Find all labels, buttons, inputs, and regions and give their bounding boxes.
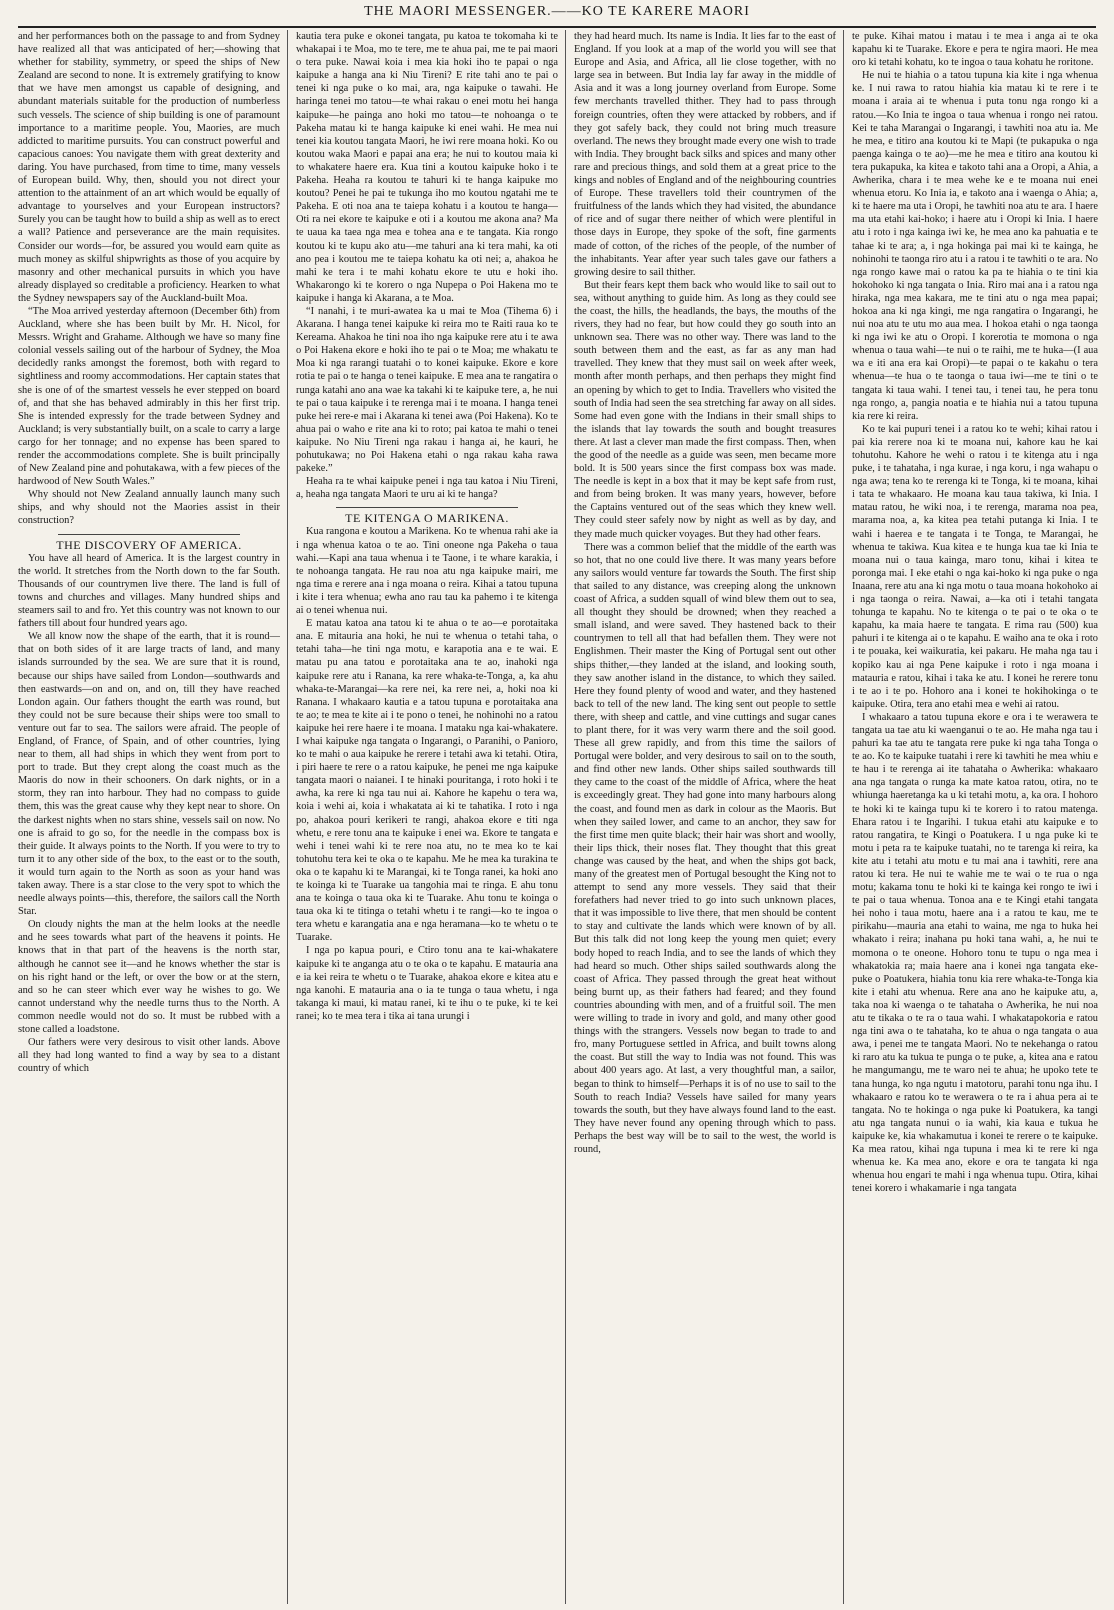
discovery-en-p7: There was a common belief that the middle of the earth was so hot, that no one could live there. It was many years before any sailors would venture far towards the South. The first ship that sailed to any distance, was creeping along the unknown coast of Africa, a sudden squall of wind blew them out to sea, all thought they should be drowned; when they reached a small island, and were saved. They hastened back to their countrymen to tell all that had befallen them. They were not Englishmen. Their master the King of Portugal sent out other ships thither,—they landed at the island, and looking south, they saw another island in the distance, to which they sailed. Here they found plenty of wood and water, and they hastened back to tell of the new land. The king sent out people to settle there, with sheep and cattle, and vine cuttings and sugar canes to plant there, for it was very warm there and the soil good. These all grew rapidly, and from this time the sailors of Portugal were bolder, and very desirous to sail on to the south, and find other new lands. Other ships sailed southwards till they came to the coast of the middle of Africa, where the heat is exceedingly great. They had gone into many harbours along the coast, and found men as dark in colour as the Maoris. But when they sailed lower, and came to an anchor, they saw for the first time men quite black; their hair was short and woolly, their lips thick, their noses flat. They thought that this great change was caused by the heat, and when the ships got back, many of the greatest men of Portugal besought the King not to attempt to send any more vessels. They said that their forefathers had never tried to go into such unknown places, that it was impossible to live there, that men should be content to stay and cultivate the lands which were known of by all. But this talk did not long keep the young men quiet; every body hoped to reach India, and to see the lands of which they had heard so much. Other ships sailed southwards along the coast of Africa. They passed through the great heat without being burnt up, as their fathers had feared; and they found countries abounding with men, and of a fruitful soil. The men were willing to trade in ivory and gold, and many other good things with the strangers. Vessels now began to trade to and fro, many Portuguese settled in Africa, and built towns along the coast. But still the way to India was not found. This was about 400 years ago. At last, a very thoughtful man, a sailor, began to think to himself—Perhaps it is of no use to sail to the South to reach India? Vessels have sailed for many years towards the south, but they have always found land to the east. They have never found any opening through which to pass. Perhaps the best way will be to sail to the west, the world is round, <box>574 541 836 1155</box>
article-moa-mi-p1: kautia tera puke e okonei tangata, pu katoa te tokomaha ki te whakapai i te Moa, mo te tere, me te ahua pai, me te pai maori o tera puke. Nawai koia i mea kia hoki iho te papai o nga kaipuke a hanga ana ki Niu Tireni? E rite tahi ano te pai o tenei ki nga puke o ko mai, ara, nga kaipuke o tawahi. He haringa tenei mo tatou—te whai rakau o enei motu hei hanga kaipuke—he painga ano hoki mo tatou—te nohoanga o te Pakeha matau ki te hanga kaipuke ki enei wahi. He mea nui tenei kia koutou tangata Maori, he iwi rere moana hoki. Ko ou koutou waka Maori e papai ana era; he nui to koutou maia ki to whakatere haere era. Kua tini a koutou kaipuke hoko i te Pakeha. Heaha ra koutou te tahuri ki te hanga kaipuke mo koutou? Penei he pai te tukunga iho mo koutou ngatahi me te Pakeha. E oti noa ana te taiepa kohatu i a koutou te hanga—Oti ra nei ekore te kaipuke e oti i a koutou me akona ana? Ma te uaua ka taea nga mea e tohea ana e te tangata. Kia rongo koutou ki te kupu ako atu—me tahuri ana ki tera mahi, ka oti ano pea i koutou me te taiepa kohatu ka oti nei; a, ahakoa he mahi ke tera i te mahi kohatu ekore te utu e hoki iho. Whakarongo ki te korero o nga Nupepa o Poi Hakena mo te kaipuke i hanga ki Akarana, a te Moa. <box>296 31 558 304</box>
discovery-en-p3: On cloudy nights the man at the helm looks at the needle and he sees towards what part of the heavens it points. He knows that in that part of the heavens is the north star, although he cannot see it—and he knows whether the star is on his right hand or the left, or over the bow or at the stern, and so he can steer which ever way he wishes to go. We cannot understand why the needle turns thus to the North. A common needle would not do so. It must be rubbed with a stone called a loadstone. <box>18 919 280 1036</box>
discovery-mi-p3: I nga po kapua pouri, e Ctiro tonu ana te kai-whakatere kaipuke ki te anganga atu o te oka o te kapahu. E matauria ana e ia kei reira te whetu o te Tuarake, ahakoa ekore e kitea atu e nga kanohi. E matauria ana o ia te tunga o taua whetu, i nga takanga ki maui, ki matau ranei, ki te ihu o te puke, ki te kei ranei; ko te mea tera i tika ai tana urungi i <box>296 945 558 1022</box>
article-moa-mi-p2: “I nanahi, i te muri-awatea ka u mai te Moa (Tihema 6) i Akarana. I hanga tenei kaipuke ki reira mo te Raiti raua ko te Kereama. Ahakoa he tini noa iho nga kaipuke rere atu i te awa o Poi Hakena ekore e hoki iho te pai o te Moa; me whakatu te Moa ki nga rarangi tuatahi o to konei kaipuke. Ekore e kore rotia te pai o te hanga o tenei kaipuke. E mea ana te rangatira o runga katahi ano ana wae ka takahi ki te kaipuke tere, a, he nui te pai o taua kaipuke i te rerenga mai i te moana. I hanga tenei puke hei rere-e mai i Akarana ki tenei awa (Poi Hakena). Ko te ahua pai o waho e rite ana ki to roto; pai katoa te mahi o tenei kaipuke. No Niu Tireni nga rakau i hanga ai, he kauri, he pohutukawa; no Poi Hakena etahi o nga rakau kaha rawa pakeke.” <box>296 305 558 475</box>
column-rule <box>565 30 566 1604</box>
discovery-mi-p7: I whakaaro a tatou tupuna ekore e ora i te werawera te tangata ua tae atu ki waenganui o te ao. He maha nga tau i pahuri ka tae atu te tangata rere puke ki nga taha Tonga o te ao. Ko te kaipuke tuatahi i rere ki tawhiti he mea whiu e te hau i te rerenga ai ite tahataha o Awherika: whakaaro ana nga tangata o runga ka mate katoa ratou, otira, no te whiunga haeretanga ka u ki tetahi motu, a, ka ora. I hohoro te hoki ki te kainga tupu ki te korero i to ratou matenga. Ehara ratou i te Ingarihi. I tukua etahi atu kaipuke e to ratou rangatira, te Kingi o Poatukera. I u nga puke ki te motu i peta ra te kaipuke tuatahi, no te tarenga ki reira, ka kite atu i tetahi atu motu e tu mai ana i tawhiti, rere ana ratou ki tera. He nui te wahie me te wai o te rua o nga motu; kakama tonu te hoki ki te kainga kei rongo te iwi i te pai o taua whenua. Tonoa ana e te Kingi etahi tangata hei noho i taua motu, haere ana i a ratou te kau, me te pirikahu—mauria ana etahi to waina, me nga to huka hei whakato i reira; inahana pu hoki tana wahi, a, he nui te momona o te oneone. Hohoro tonu te tupu o nga mea i whakatokia ra; maia haere ana i konei nga tangata eke-puke o Poatukera, hiahia tonu kia rere whaka-te-Tonga kia kite i etahi atu whenua. Rere ana ano he kaipuke atu, a, taka noa ki waenga o te tahataha o Awherika, he nui noa atu te tikaka o te ra o taua wahi. I whakatapokoria e ratou nga tini awa o te tahataha, ko te ahua o nga tangata o aua awa, i penei me te tangata Maori. No te nekehanga o ratou ki raro atu ka tukua te punga o te puke, a, kitea ana e ratou he mangumangu, me te waro nei te ahua; he upoko tete te tana hunga, ko nga ngutu i matotoru, parahi tonu nga ihu. I whakaaro e ratou ko te werawera o te ra i ahua pera ai te tangata. No te hokinga o nga puke ki Poatukera, ka tangi atu nga tangata nunui o ia wahi, kia kaua e tukua he kaipuke ke, kia whakamutua i konei te rerere o te kaipuke. Ka mea ratou, kihai nga tupuna i mea ki te rere ki nga whenua ke. Ka mea ano, ekore e ora te tangata ki nga whenua hou engari te mahi i nga whenua tupu. Otira, kihai tenei korero i whakamarie i nga tangata <box>852 711 1098 1195</box>
discovery-en-p6: But their fears kept them back who would like to sail out to sea, without anything to guide him. As long as they could see the coast, the hills, the headlands, the bays, the mouths of the rivers, they had no fear, but how could they go south into an unknown sea. There was no other way. There was land to the south between them and the east, as far as any man had travelled. They knew that they must sail on week after week, month after month perhaps, and then perhaps they might find an opening by which to get to India. Travellers who visited the south of India had seen the sea stretching far away on all sides. Some had even gone with the Indians in their small ships to the islands that lay towards the south and bought treasures there. At last a clever man made the first compass. Then, when the good of the needle as a guide was seen, men became more bold. It is 500 years since the first compass box was made. The needle is kept in a box that it may be kept safe from rust, and from being broken. It was many years, however, before the Captains ventured out of the seas which they knew well. They could steer safely now by night as well as by day, and they made much quicker voyages. But they had other fears. <box>574 279 836 540</box>
heading-te-kitenga-o-marikena: TE KITENGA O MARIKENA. <box>345 511 509 526</box>
discovery-mi-p5: He nui te hiahia o a tatou tupuna kia kite i nga whenua ke. I nui rawa to ratou hiahia kia matau ki te rere i te moana i araia ai te whenua i puta tonu nga rongo ki a ratou.—Ko Inia te ingoa o taua whenua i rongo nei ratou. Kei te taha Marangai o Ingarangi, i tawhiti noa atu ia. Me he mea, e titiro ana koutou ki te Mapi (te pukapuka o nga paenga kainga o te ao)—me he mea e titiro ana koutou ki tera pukapuka, ka kitea e takoto tahi ana a Oropi, a Ahia, a Awherika, chara i te mea wehe ke e te moana nui enei whenua etoru. Ko Inia ia, e takoto ana i waenga o Ahia; a, ki te haere ma uta i Oropi, he tawhiti noa atu te ara. I haere ma uta etahi kai-hoko; i haere atu i Oropi ki Inia. I haere atu i roto i nga kainga iwi ke, he mea ano ka pahuatia e te tahae ki te ara; a, i nga hokinga pai mai ki te kainga, he nohinohi te taonga riro atu i a ratou i te tawhiti o te ara. No nga rongo kawe mai o ratou ka pa te hiahia o te tini kia hokohoko ki nga tangata o Inia. Riro mai ana i a ratou nga hiraka, nga mea kakara, me te tini atu o nga mea papai; hokoa ana ki nga kingi, me nga rangatira o Ingarangi, he nui noa atu te utu mo aua mea. I hokoa etahi o nga taonga ki nga iwi ke atu o Oropi. I korerotia te momona o nga whenua o taua wahi—te nui o te raihi, me te huka—(I aua wa e iti ana era kai Oropi)—te papai o te kakahu o tera whenua—te hua o te taonga o taua iwi—me te tini o te tangata ki taua wahi. I tenei tau, i tenei tau, he pera tonu nga rongo, a, pangia noatia e te hiahia nui a tatou tupuna kia rere ki reira. <box>852 70 1098 422</box>
column-rule <box>287 30 288 1604</box>
column-2 <box>296 30 558 1604</box>
article-moa-en-p3: Why should not New Zealand annually launch many such ships, and why should not the Maories assist in their construction? <box>18 489 280 527</box>
heading-discovery-of-america: THE DISCOVERY OF AMERICA. <box>56 537 242 552</box>
discovery-mi-p2: E matau katoa ana tatou ki te ahua o te ao—e porotaitaka ana. E mitauria ana hoki, he nui te whenua o tetahi taha, o tetahi taha—he tini nga motu, e karapotia ana e te wai. E matau pu ana tatou e porotaitaka ana te ao, inahoki nga kaipuke rere atu i Ranana, ka rere whaka-te-Tonga, a, ka ahu whaka-te-Marangai—ka rere nei, ka rere nei, a, hoki noa ki Ranana. I whakaaro kautia e a tatou tupuna e porotaitaka ana te ao; te mea te kite ai i te pono o tenei, he nohinohi no a ratou kaipuke hei rere haere i te moana. I mataku nga kai-whakatere. I whai kaipuke nga tangata o Ingarangi, o Paranihi, o Panioro, ko te mahi o aua kaipuke he rerere i tetahi awa ki tetahi. Otira, i piri haere te rere o a ratou kaipuke, he penei me nga kaipuke tangata maori o naianei. I te hinaki pouritanga, i roto hoki i te awha, ka rere ki nga tau nui ai. Kahore he kapehu o tera wa, koia i wehi ai, koia i whakatata ai ki te tahatika. I roto i nga po, ahakoa pouri kerikeri te rangi, ahakoa ekore e titi nga whetu, e rere tonu ana te kaipuke i enei wa. Ekore te tangata e wehi i tenei wahi ki te rere noa atu, no te mea ko te kai tohutohu tera kei te oka o te kapahu. Me he mea ka turakina te oka o te kapahu ki te Marangai, ki te Tonga ranei, ka hoki ano te koinga ki te Tuarake ua tangohia mai te ringa. E ahu tonu ana te koinga o taua oka ki te Tuarake. Ahu tonu te koinga o taua oka ki te titinga o tetahi whetu i te rangi—ko te ingoa o tera whetu e karangatia ana e nga heramana—ko te whetu o te Tuarake. <box>296 618 558 944</box>
article-moa-en-p2: “The Moa arrived yesterday afternoon (December 6th) from Auckland, where she has been built by Mr. H. Nicol, for Messrs. Wright and Grahame. Although we have so many fine colonial vessels sailing out of the harbour of Sydney, the Moa decidedly ranks amongst the foremost, both with regard to sightliness and roomy accommodations. Her captain states that she is one of of the smartest vessels he ever stepped on board of, and that she has behaved admirably in this her first trip. She is intended expressly for the trade between Sydney and Auckland; is very substantially built, on a scale to carry a large cargo for her tonnage; and no expense has been spared to render the accommodations complete. She is built principally of New Zealand pine and pohutakawa, with a few pieces of the hardwood of New South Wales.” <box>18 305 280 488</box>
column-4 <box>852 30 1098 1604</box>
section-divider <box>336 507 518 508</box>
discovery-mi-p1: Kua rangona e koutou a Marikena. Ko te whenua rahi ake ia i nga whenua katoa o te ao. Tini oneone nga Pakeha o taua wahi.—Kapi ana taua whenua i te Taone, i te whare karakia, i te nohoanga tangata. He rau noa atu nga kaipuke mairi, me nga tima e rerere ana i nga moana o reira. Kihai a tatou tupuna i kite i tera whenua; ewha ano rau tau ka pahemo i te kitenga ai o tenei whenua nui. <box>296 526 558 617</box>
column-3 <box>574 30 836 1604</box>
column-1 <box>18 30 280 1604</box>
masthead: THE MAORI MESSENGER.——KO TE KARERE MAORI <box>18 4 1096 28</box>
discovery-mi-p6: Ko te kai pupuri tenei i a ratou ko te wehi; kihai ratou i pai kia rerere noa ki te moana nui, kahore kau he kai tohutohu. Kahore he wehi o ratou i te kitenga atu i nga puke, i te tahataha, i nga kurae, i nga koru, i nga wahapu o nga awa; tena ko te rerenga ki te Tonga, ki te moana, kihai i tata te whakaaro. He moana kau taua takiwa, ki Inia. I matau ratou, he wiki noa, i te rerenga, marama noa pea, marama noa, a, ka kitea pea tetahi putanga ki Inia. I te wahi i haerea e te tangata i te Tonga, te Marangai, he whenua te takiwa. Kua kitea e te hunga kua tae ki Inia te moana nui o taua kainga, maro tonu, kihai i kitea te poronga mai. I eke etahi o nga kai-hoko ki nga puke o nga Inaana, rere atu ana ki nga motu o taua moana hokohoko ai i nga taonga o reira. Nawai, a—ka oti i tetahi tangata tohunga te kapahu. No te kitenga o te pai o te oka o te kapahu, ka maia haere te tangata. E rima rau (500) kua pahuri i te kitenga ai o te kapahu. E waiho ana te oka i roto i te pouaka, kei waikuratia, kei pakaru. He maha nga tau i kopiko kau ai nga Pene kaipuke i roto i nga moana i matauria e ratou, kihai i taka ke atu. I konei he rerere tonu i te ao i te po. Hohoro ana i konei te hokihokinga o te kaipuke. Otira, tera ano etahi mea e wehi ai ratou. <box>852 423 1098 710</box>
discovery-en-p4: Our fathers were very desirous to visit other lands. Above all they had long wanted to find a way by sea to a distant country of which <box>18 1037 280 1075</box>
article-moa-en-p1: and her performances both on the passage to and from Sydney have realized all that was anticipated of her;—showing that whether for stability, symmetry, or speed the ships of New Zealand are second to none. It is extremely gratifying to know that we have men amongst us capable of designing, and abundant materials suitable for the production of numberless such vessels. The science of ship building is one of paramount importance to a maritime people. You, Maories, are much addicted to maritime pursuits. You can construct powerful and capacious canoes: You navigate them with great dexterity and daring. You have purchased, from time to time, many vessels of European build. Why, then, should you not direct your attention to the attainment of an art which would be equally of advantage to yourselves and your European instructors? Surely you can be taught how to build a ship as well as to erect a wall? Patience and perseverance are the main requisites. Consider our words—for, be assured you would earn quite as much money as skilful shipwrights as those of you acquire by masonry and other mechanical pursuits in which you have already displayed so creditable a proficiency. Hearken to what the Sydney newspapers say of the Auckland-built Moa. <box>18 31 280 304</box>
discovery-en-p1: You have all heard of America. It is the largest country in the world. It stretches from the North down to the far South. Thousands of our countrymen live there. The land is full of towns and churches and villages. Many hundred ships and steamers sail to and fro. Yet this country was not known to our fathers till about four hundred years ago. <box>18 552 280 630</box>
column-rule <box>843 30 844 1604</box>
article-moa-mi-p3: Heaha ra te whai kaipuke penei i nga tau katoa i Niu Tireni, a, heaha nga tangata Maori te uru ai ki te hanga? <box>296 476 558 501</box>
discovery-mi-p4: te puke. Kihai matou i matau i te mea i anga ai te oka kapahu ki te Tuarake. Ekore e pera te ngira maori. He mea oro ki tetahi kohatu, ko te ingoa o taua kohatu he roritone. <box>852 31 1098 69</box>
discovery-en-p2: We all know now the shape of the earth, that it is round—that on both sides of it are large tracts of land, and many islands surrounded by the sea. We are sure that it is round, because our ships have sailed from London—southwards and then eastwards—on and on, and on, till they have reached London again. Our fathers thought the earth was round, but they could not be sure because their ships were too small to venture out far to sea. The sailors were afraid. The people of England, of France, of Spain, and of other countries, lying near to them, all had ships in which they went from port to port to trade. But they crept along the coast much as the Maoris do now in their schooners. On dark nights, or in a storm, they ran into harbour. They had no compass to guide them, this was the great cause why they kept near to shore. On the darkest nights when no stars shine, vessels sail on now. No one is afraid to go so, for the needle in the compass box is their guide. It always points to the North. If you were to try to turn it to any other side of the box, to the east or to the south, it would turn again to the North as soon as your hand was taken away. There is a star close to the very spot to which the needle always points—this, therefore, the sailors call the North Star. <box>18 631 280 918</box>
discovery-en-p5: they had heard much. Its name is India. It lies far to the east of England. If you look at a map of the world you will see that Europe and Asia, and Africa, all lie close together, with no large sea in between. But India lay far away in the middle of Asia and it was a long journey overland from Europe. Some few merchants travelled thither. They had to pass through foreign countries, often they were attacked by robbers, and if they got safely back, they could not bring much treasure overland. The news they brought made every one wish to trade with India. They brought back silks and spices and many other rare and precious things, and sold them at a great price to the kings and nobles of England and of the neighbouring countries of Europe. These travellers told their countrymen of the fruitfulness of the lands which they had visited, the abundance of rice and of sugar there neither of which were plentiful in those days in Europe, they spoke of the soft, fine garments made of cotton, of the riches of the people, of the number of the inhabitants. Year after year such tales gave our fathers a growing desire to sail thither. <box>574 31 836 278</box>
section-divider <box>58 534 240 535</box>
